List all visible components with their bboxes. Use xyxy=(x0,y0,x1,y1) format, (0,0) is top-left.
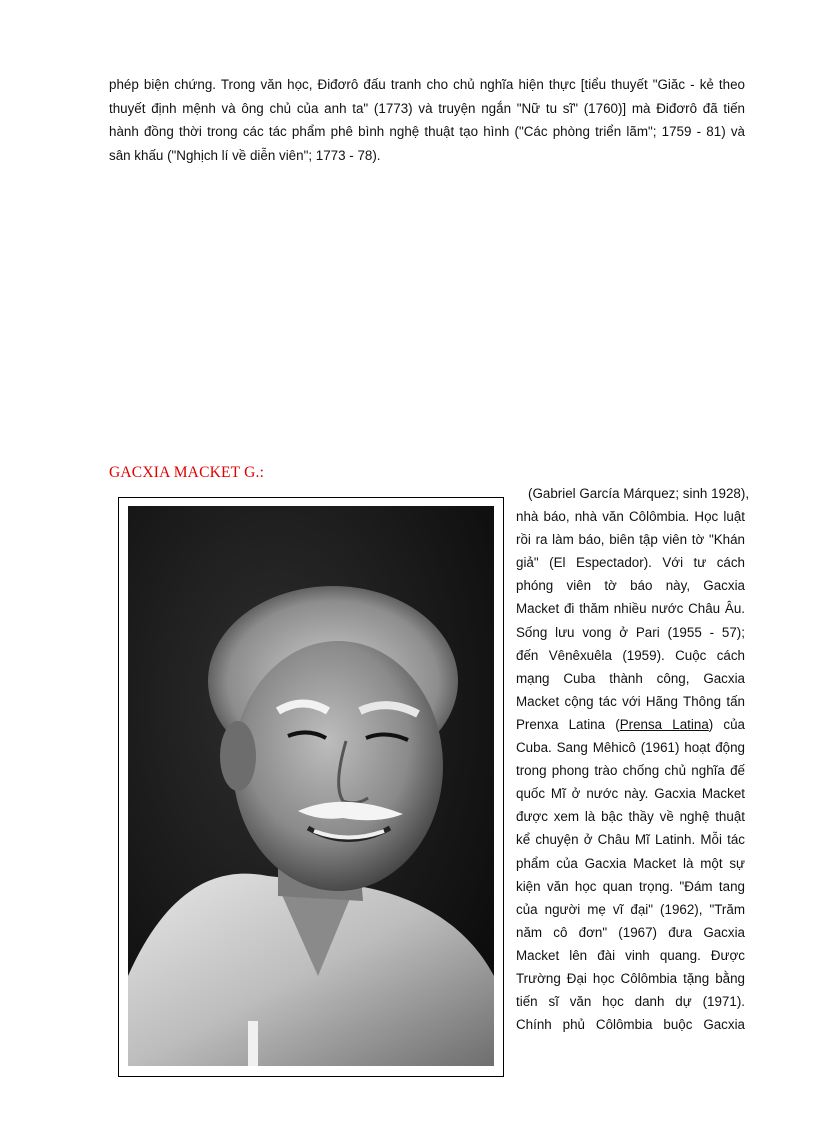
text-line: rồi ra làm báo, biên tập viên tờ "Khán xyxy=(516,532,745,548)
text-fragment: Prenxa Latina ( xyxy=(516,716,620,732)
text-line: của người mẹ vĩ đại" (1962), "Trăm xyxy=(516,901,745,917)
text-line: quốc Mĩ ở nước này. Gacxia Macket xyxy=(516,786,745,802)
text-line: đến Vênêxuêla (1959). Cuộc cách xyxy=(516,647,745,663)
text-line: giả" (El Espectador). Với tư cách xyxy=(516,555,745,571)
text-fragment: ) của xyxy=(708,716,745,732)
text-line: nhà báo, nhà văn Côlômbia. Học luật xyxy=(516,509,745,525)
text-line: năm cô đơn" (1967) đưa Gacxia xyxy=(516,924,745,940)
text-line: Cuba. Sang Mêhicô (1961) hoạt động xyxy=(516,740,745,756)
text-line: tiến sĩ văn học danh dự (1971). xyxy=(516,994,745,1010)
top-paragraph xyxy=(109,73,745,167)
text-line: phép biện chứng. Trong văn học, Điđơrô đấu tranh cho chủ nghĩa hiện thực [tiểu thuyết "Giăc - kẻ theo xyxy=(109,77,745,92)
text-line: (Gabriel García Márquez; sinh 1928), xyxy=(528,486,750,501)
text-line: Macket đi thăm nhiều nước Châu Âu. xyxy=(516,601,745,617)
text-line: được xem là bậc thầy về nghệ thuật xyxy=(516,809,745,825)
text-line: kiện văn học quan trọng. "Đám tang xyxy=(516,878,745,894)
portrait-image xyxy=(128,506,494,1066)
text-line: Macket cộng tác với Hãng Thông tấn xyxy=(516,693,745,709)
text-line: Trường Đại học Côlômbia tặng bằng xyxy=(516,970,745,986)
text-line: trong phong trào chống chủ nghĩa đế xyxy=(516,763,745,779)
text-line: mạng Cuba thành công, Gacxia xyxy=(516,670,745,686)
prensa-latina-link[interactable]: Prensa Latina xyxy=(619,716,709,732)
text-line: hành đồng thời trong các tác phẩm phê bình nghệ thuật tạo hình ("Các phòng triển lãm"; 1759 - 81) và xyxy=(109,124,745,139)
portrait-photo xyxy=(128,506,494,1066)
text-line: kể chuyện ở Châu Mĩ Latinh. Mỗi tác xyxy=(516,832,745,848)
text-line: sân khấu ("Nghịch lí về diễn viên"; 1773 - 78). xyxy=(109,147,381,163)
text-line: Chính phủ Côlômbia buộc Gacxia xyxy=(516,1017,745,1033)
text-line: Sống lưu vong ở Pari (1955 - 57); xyxy=(516,624,745,640)
entry-body xyxy=(516,482,750,1036)
text-line: phóng viên tờ báo này, Gacxia xyxy=(516,578,745,594)
text-line: Macket lên đài vinh quang. Được xyxy=(516,947,745,963)
text-line: phẩm của Gacxia Macket là một sự xyxy=(516,855,745,871)
entry-heading: GACXIA MACKET G.: xyxy=(109,464,265,481)
text-line-with-link xyxy=(516,713,745,736)
text-line: thuyết định mệnh và ông chủ của anh ta" (1773) và truyện ngắn "Nữ tu sĩ" (1760)] mà Điđơrô đã tiến xyxy=(109,100,745,116)
photo-frame xyxy=(118,497,504,1077)
